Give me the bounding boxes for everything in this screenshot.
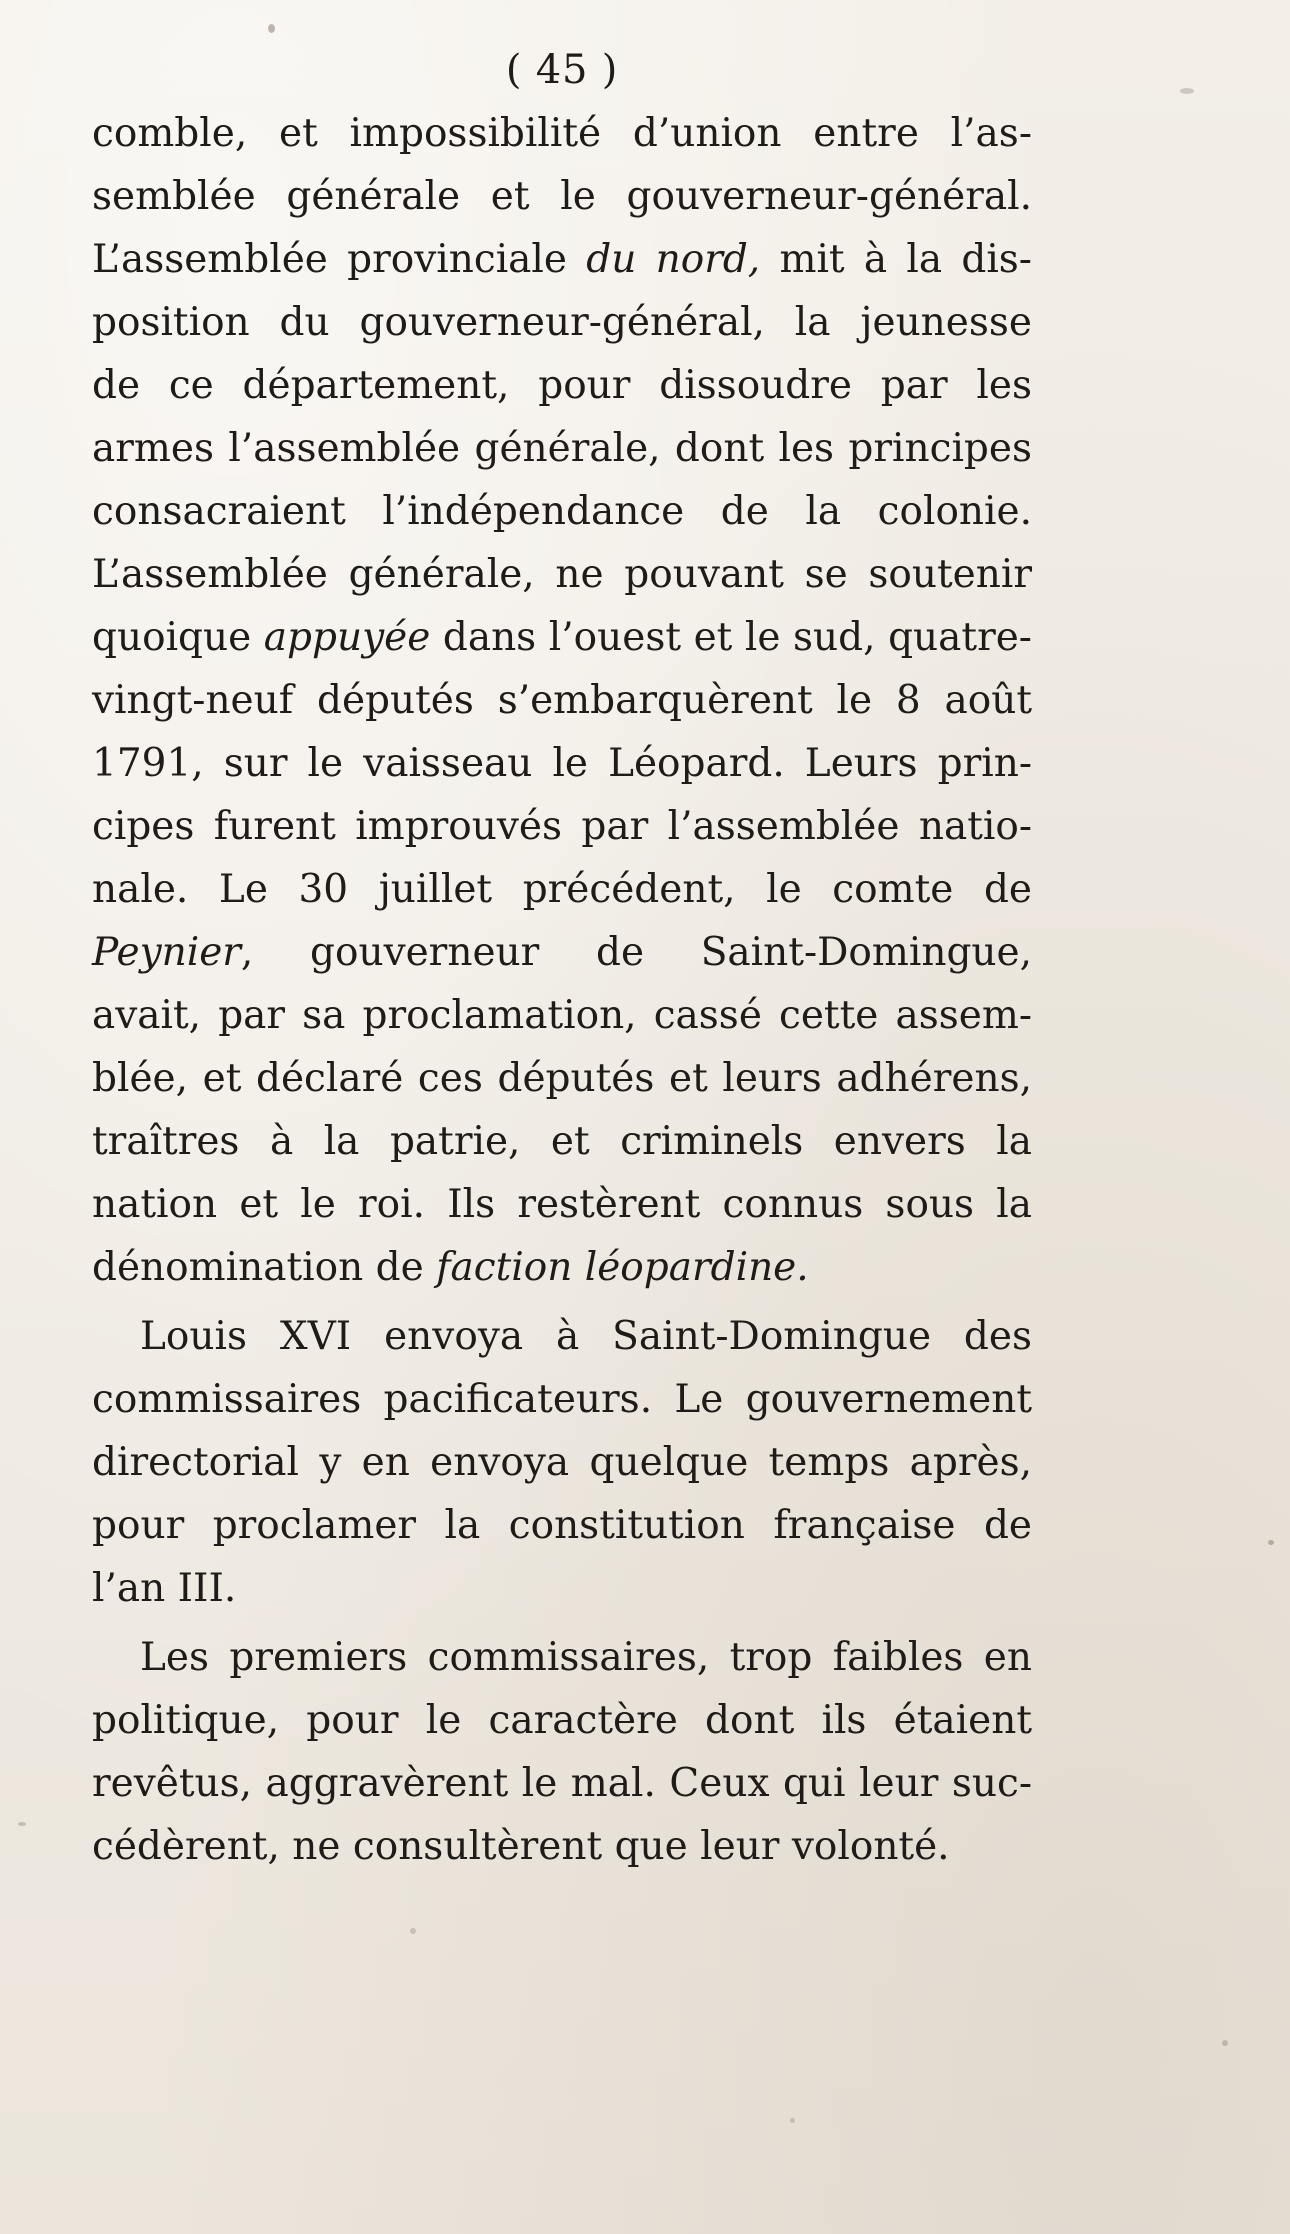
text-segment: avait, par sa proclamation, cassé cette assem- xyxy=(92,993,1032,1038)
text-segment: l’an III. xyxy=(92,1566,237,1611)
text-line xyxy=(92,354,1032,417)
text-segment: revêtus, aggravèrent le mal. Ceux qui leur suc- xyxy=(92,1761,1032,1806)
text-line xyxy=(92,669,1032,732)
text-segment: position du gouverneur-général, la jeunesse xyxy=(92,300,1032,345)
italic-text: faction léopardine. xyxy=(436,1245,809,1290)
italic-text: appuyée xyxy=(263,615,431,660)
text-line xyxy=(92,1047,1032,1110)
text-segment: cipes furent improuvés par l’assemblée natio- xyxy=(92,804,1032,849)
text-line xyxy=(92,606,1032,669)
text-segment: L’assemblée provinciale xyxy=(92,237,587,282)
paper-speck xyxy=(268,24,275,33)
italic-text: Peynier xyxy=(92,930,241,975)
text-line xyxy=(92,228,1032,291)
text-line xyxy=(92,1305,1032,1368)
text-segment: traîtres à la patrie, et criminels envers la xyxy=(92,1119,1032,1164)
paragraphs-container xyxy=(92,102,1032,1878)
text-segment: 1791, sur le vaisseau le Léopard. Leurs prin- xyxy=(92,741,1032,786)
paragraph xyxy=(92,1305,1032,1620)
text-segment: mit à la dis- xyxy=(760,237,1032,282)
text-line xyxy=(92,417,1032,480)
text-line xyxy=(92,1815,1032,1878)
text-segment: nation et le roi. Ils restèrent connus sous la xyxy=(92,1182,1032,1227)
text-line xyxy=(92,480,1032,543)
paper-speck xyxy=(1222,2040,1228,2046)
page-text xyxy=(92,40,1032,1878)
italic-text: du nord, xyxy=(586,237,761,282)
text-line xyxy=(92,165,1032,228)
text-line xyxy=(92,732,1032,795)
text-segment: comble, et impossibilité d’union entre l’as- xyxy=(92,111,1032,156)
text-segment: quoique xyxy=(92,615,264,660)
text-segment: vingt-neuf députés s’embarquèrent le 8 août xyxy=(92,678,1032,723)
text-segment: Louis XVI envoya à Saint-Domingue des xyxy=(140,1314,1032,1359)
text-segment: , gouverneur de Saint-Domingue, xyxy=(240,930,1032,975)
text-segment: dans l’ouest et le sud, quatre- xyxy=(430,615,1032,660)
text-segment: dénomination de xyxy=(92,1245,437,1290)
text-line xyxy=(92,1368,1032,1431)
text-line xyxy=(92,1173,1032,1236)
text-line xyxy=(92,1557,1032,1620)
text-segment: de ce département, pour dissoudre par les xyxy=(92,363,1032,408)
text-line xyxy=(92,102,1032,165)
text-segment: directorial y en envoya quelque temps après, xyxy=(92,1440,1032,1485)
text-segment: semblée générale et le gouverneur-général. xyxy=(92,174,1032,219)
text-segment: blée, et déclaré ces députés et leurs adhérens, xyxy=(92,1056,1032,1101)
text-line xyxy=(92,1494,1032,1557)
page-number: ( 45 ) xyxy=(505,47,619,93)
paper-speck xyxy=(410,1928,416,1934)
text-segment: Les premiers commissaires, trop faibles en xyxy=(140,1635,1032,1680)
text-segment: nale. Le 30 juillet précédent, le comte de xyxy=(92,867,1032,912)
paragraph xyxy=(92,1626,1032,1878)
text-segment: L’assemblée générale, ne pouvant se soutenir xyxy=(92,552,1032,597)
text-line xyxy=(92,1689,1032,1752)
text-line xyxy=(92,984,1032,1047)
text-line xyxy=(92,795,1032,858)
text-segment: armes l’assemblée générale, dont les principes xyxy=(92,426,1032,471)
text-line xyxy=(92,543,1032,606)
paper-speck xyxy=(1268,1540,1274,1545)
text-line xyxy=(92,1110,1032,1173)
text-line xyxy=(92,1431,1032,1494)
paragraph xyxy=(92,102,1032,1299)
text-line xyxy=(92,921,1032,984)
text-segment: commissaires pacificateurs. Le gouvernement xyxy=(92,1377,1032,1422)
text-line xyxy=(92,858,1032,921)
text-line xyxy=(92,1752,1032,1815)
paper-speck xyxy=(18,1822,26,1826)
text-segment: pour proclamer la constitution française de xyxy=(92,1503,1032,1548)
text-segment: cédèrent, ne consultèrent que leur volonté. xyxy=(92,1824,950,1869)
text-segment: consacraient l’indépendance de la colonie. xyxy=(92,489,1032,534)
text-line xyxy=(92,1626,1032,1689)
paper-speck xyxy=(790,2118,795,2123)
text-segment: politique, pour le caractère dont ils étaient xyxy=(92,1698,1032,1743)
paper-speck xyxy=(1180,88,1194,94)
text-line xyxy=(92,1236,1032,1299)
text-line xyxy=(92,291,1032,354)
